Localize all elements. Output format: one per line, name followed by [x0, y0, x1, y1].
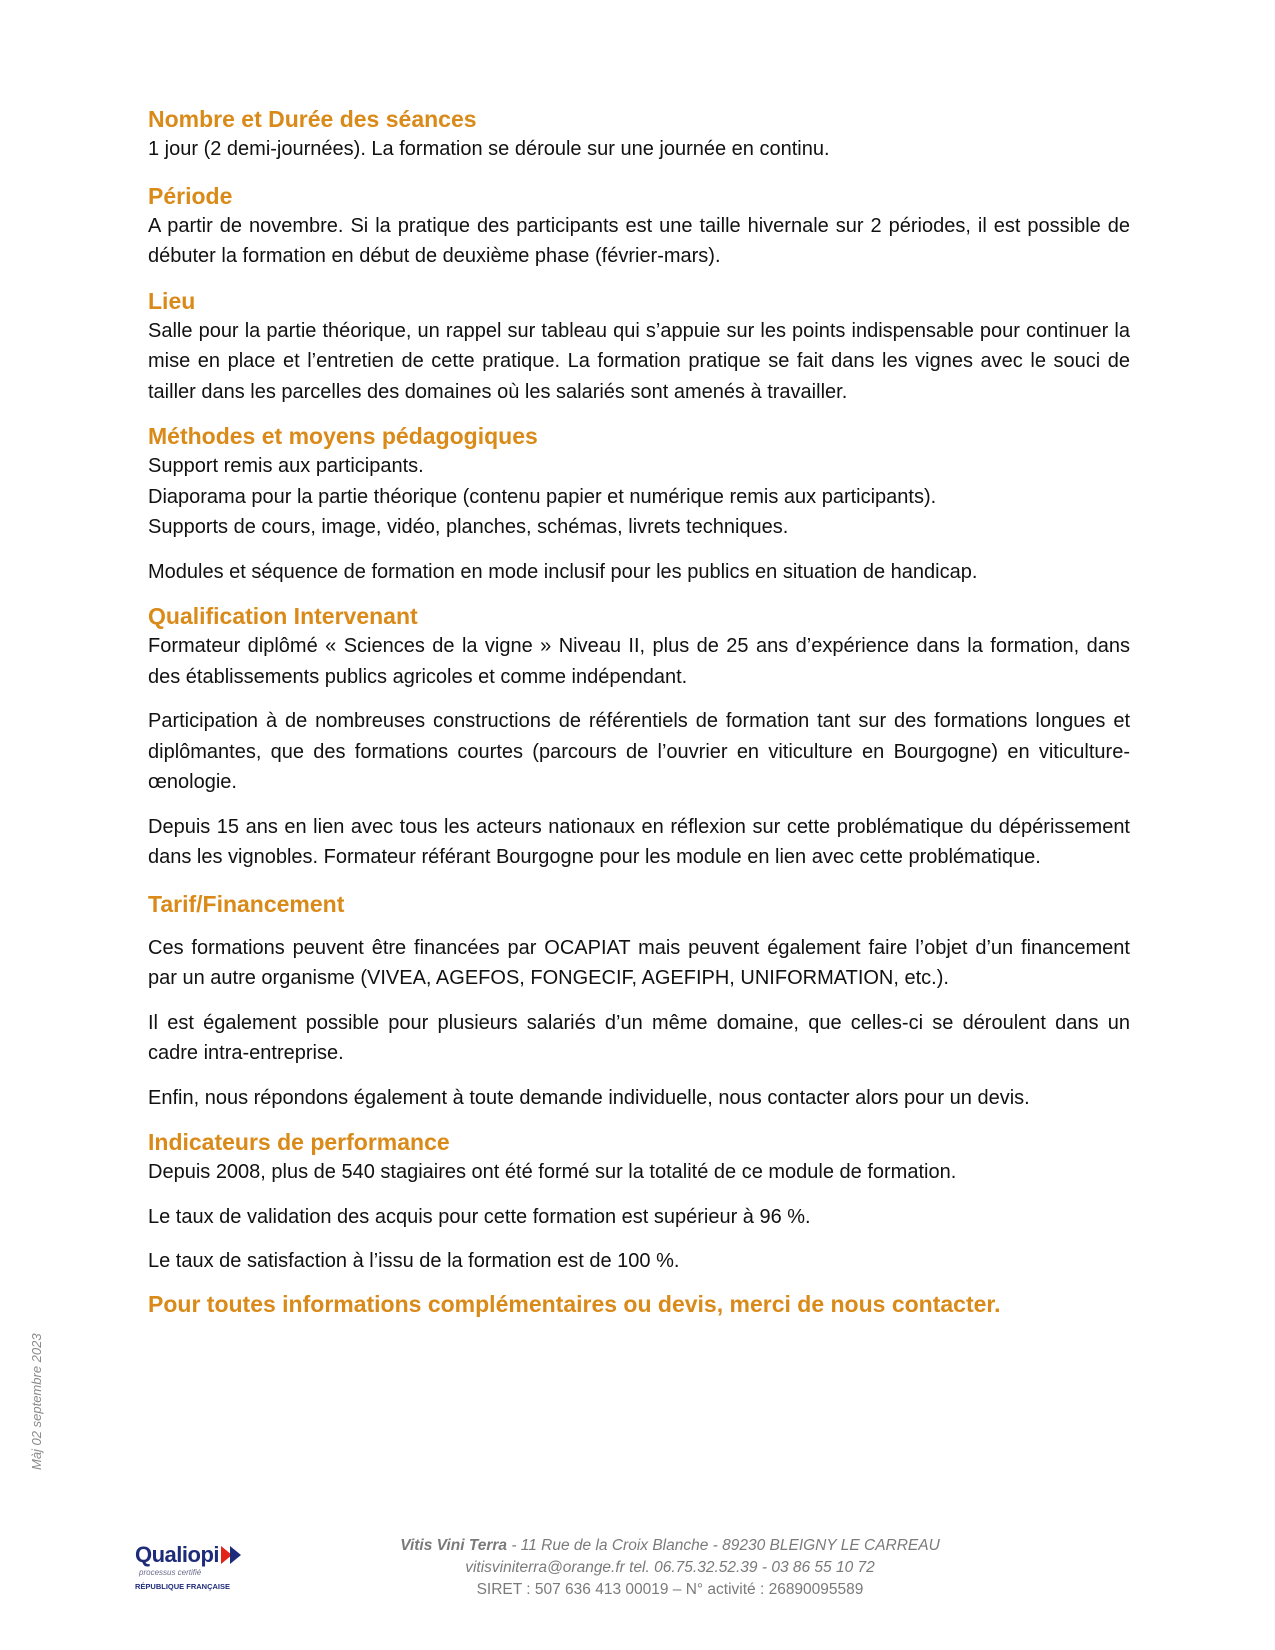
side-update-date: Màj 02 septembre 2023: [29, 1333, 44, 1470]
closing-call-to-action: Pour toutes informations complémentaires ou devis, merci de nous contacter.: [148, 1290, 1001, 1317]
qualiopi-tagline: processus certifié: [139, 1568, 202, 1577]
heading-qualification: Qualification Intervenant: [148, 603, 418, 629]
paragraph-participation: Participation à de nombreuses constructions de référentiels de formation tant sur des formations longues et diplômantes, que des formations courtes (parcours de l’ouvrier en viticulture en Bourgogne) en viticulture-œnologie.: [148, 710, 1130, 793]
document-body: [148, 104, 1130, 1319]
footer-siret: SIRET : 507 636 413 00019 – N° activité : 26890095589: [476, 1581, 864, 1598]
line-diaporama: Diaporama pour la partie théorique (contenu papier et numérique remis aux participants).: [148, 485, 937, 508]
paragraph-taux-validation: Le taux de validation des acquis pour cette formation est supérieur à 96 %.: [148, 1205, 811, 1228]
paragraph-depuis-15-ans: Depuis 15 ans en lien avec tous les acteurs nationaux en réflexion sur cette problématique du dépérissement dans les vignobles. Formateur référant Bourgogne pour les module en lien avec cette problématique.: [148, 815, 1130, 868]
paragraph-modules-inclusif: Modules et séquence de formation en mode inclusif pour les publics en situation de handicap.: [148, 560, 978, 583]
footer-contact: vitisviniterra@orange.fr tel. 06.75.32.52.39 - 03 86 55 10 72: [465, 1559, 875, 1576]
republique-francaise-label: RÉPUBLIQUE FRANÇAISE: [135, 1582, 231, 1591]
paragraph-financement: Ces formations peuvent être financées par OCAPIAT mais peuvent également faire l’objet d’un financement par un autre organisme (VIVEA, AGEFOS, FONGECIF, AGEFIPH, UNIFORMATION, etc.).: [148, 936, 1130, 989]
qualiopi-wordmark: Qualiopi: [135, 1542, 219, 1567]
qualiopi-logo: [133, 1538, 263, 1598]
paragraph-intra-entreprise: Il est également possible pour plusieurs salariés d’un même domaine, que celles-ci se déroulent dans un cadre intra-entreprise.: [148, 1011, 1130, 1064]
footer-brand: Vitis Vini Terra: [400, 1537, 508, 1554]
heading-nombre-duree: Nombre et Durée des séances: [148, 106, 477, 132]
paragraph-periode: A partir de novembre. Si la pratique des participants est une taille hivernale sur 2 périodes, il est possible de débuter la formation en début de deuxième phase (février-mars).: [148, 214, 1130, 267]
line-support: Support remis aux participants.: [148, 455, 424, 477]
heading-periode: Période: [148, 182, 233, 209]
paragraph-demande-individuelle: Enfin, nous répondons également à toute demande individuelle, nous contacter alors pour un devis.: [148, 1086, 1030, 1109]
paragraph-taux-satisfaction: Le taux de satisfaction à l’issu de la formation est de 100 %.: [148, 1250, 680, 1272]
heading-tarif: Tarif/Financement: [148, 890, 345, 917]
heading-indicateurs: Indicateurs de performance: [148, 1129, 450, 1155]
paragraph-lieu: Salle pour la partie théorique, un rappel sur tableau qui s’appuie sur les points indispensable pour continuer la mise en place et l’entretien de cette pratique. La formation pratique se fait dans les vignes avec le souci de tailler dans les parcelles des domaines où les salariés sont amenés à travailler.: [148, 319, 1130, 403]
paragraph-duree: 1 jour (2 demi-journées). La formation se déroule sur une journée en continu.: [148, 138, 830, 160]
paragraph-formateur: Formateur diplômé « Sciences de la vigne » Niveau II, plus de 25 ans d’expérience dans la formation, dans des établissements publics agricoles et comme indépendant.: [148, 635, 1130, 688]
footer-address: - 11 Rue de la Croix Blanche - 89230 BLEIGNY LE CARREAU: [507, 1537, 940, 1554]
footer-address-line: [300, 1535, 1040, 1557]
paragraph-stagiaires: Depuis 2008, plus de 540 stagiaires ont été formé sur la totalité de ce module de formation.: [148, 1161, 957, 1183]
heading-methodes: Méthodes et moyens pédagogiques: [148, 423, 538, 449]
line-supports-cours: Supports de cours, image, vidéo, planches, schémas, livrets techniques.: [148, 516, 789, 538]
footer: [300, 1535, 1040, 1601]
heading-lieu: Lieu: [148, 287, 196, 314]
qualiopi-arrows-icon: [221, 1544, 247, 1566]
